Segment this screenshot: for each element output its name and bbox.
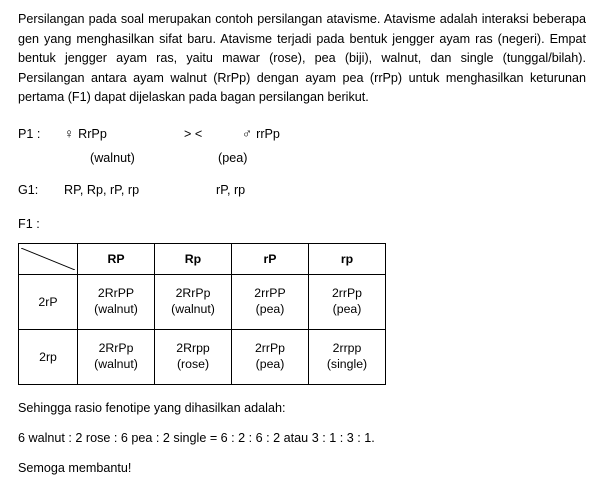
p1-male-genotype: rrPp: [256, 126, 280, 141]
g1-row: [18, 183, 586, 197]
cell-genotype: 2RrPP: [97, 285, 135, 300]
punnett-cell-0-3: [309, 274, 386, 329]
punnett-cell-0-1: [155, 274, 232, 329]
p1-female-phenotype: (walnut): [90, 150, 135, 165]
p1-male: [242, 126, 280, 141]
p1-row: [18, 126, 586, 141]
cell-phenotype: (rose): [176, 356, 210, 371]
cell-phenotype: (walnut): [171, 301, 215, 316]
punnett-square-table: [18, 243, 386, 385]
cell-phenotype: (pea): [255, 301, 285, 316]
punnett-cell-0-2: [232, 274, 309, 329]
cell-genotype: 2rrPP: [254, 285, 286, 300]
ratio-text: 6 walnut : 2 rose : 6 pea : 2 single = 6 : 2 : 6 : 2 atau 3 : 1 : 3 : 1.: [18, 430, 375, 445]
cross-symbol: > <: [184, 126, 203, 141]
punnett-cell-0-0: [78, 274, 155, 329]
table-row: [19, 274, 386, 329]
col-header-2: rP: [232, 243, 309, 274]
p1-female-genotype: RrPp: [78, 126, 107, 141]
closing-text: Semoga membantu!: [18, 460, 132, 475]
p1-male-phenotype: (pea): [218, 150, 248, 165]
f1-label: F1 :: [18, 216, 40, 231]
cell-genotype: 2rrpp: [332, 340, 362, 355]
cell-genotype: 2RrPp: [175, 285, 211, 300]
female-symbol-icon: ♀: [64, 125, 75, 141]
p1-label: P1 :: [18, 126, 41, 141]
col-header-1: Rp: [155, 243, 232, 274]
g1-label: G1:: [18, 182, 39, 197]
punnett-cell-1-1: [155, 329, 232, 384]
punnett-cell-1-2: [232, 329, 309, 384]
cell-phenotype: (walnut): [94, 356, 138, 371]
cross-diagram: [18, 126, 586, 385]
table-row: [19, 329, 386, 384]
row-header-0: 2rP: [19, 274, 78, 329]
table-header-row: [19, 243, 386, 274]
col-header-3: rp: [309, 243, 386, 274]
punnett-cell-1-0: [78, 329, 155, 384]
cell-phenotype: (single): [326, 356, 368, 371]
cell-genotype: 2rrPp: [331, 285, 363, 300]
punnett-cell-1-3: [309, 329, 386, 384]
cell-phenotype: (walnut): [94, 301, 138, 316]
g1-right-gametes: rP, rp: [216, 182, 246, 197]
conclusion-block: [18, 401, 586, 475]
p1-phenotypes-row: [18, 151, 586, 165]
cell-phenotype: (pea): [332, 301, 362, 316]
cell-genotype: 2Rrpp: [176, 340, 210, 355]
diagonal-line-icon: [21, 248, 75, 270]
conclusion-intro: Sehingga rasio fenotipe yang dihasilkan adalah:: [18, 400, 286, 415]
cell-phenotype: (pea): [255, 356, 285, 371]
cell-genotype: 2rrPp: [254, 340, 286, 355]
intro-paragraph: Persilangan pada soal merupakan contoh persilangan atavisme. Atavisme adalah interaksi beberapa gen yang menghasilkan sifat baru. Atavisme terjadi pada bentuk jengger ayam ras (negeri). Empat bentuk jengger ayam ras, yaitu mawar (rose), pea (biji), walnut, dan single (tunggal/bilah). Persilangan antara ayam walnut (RrPp) dengan ayam pea (rrPp) untuk menghasilkan keturunan pertama (F1) dapat dijelaskan pada bagan persilangan berikut.: [18, 12, 586, 105]
male-symbol-icon: ♂: [242, 125, 253, 141]
p1-female: [64, 126, 184, 141]
cell-genotype: 2RrPp: [98, 340, 134, 355]
row-header-1: 2rp: [19, 329, 78, 384]
g1-left-gametes: RP, Rp, rP, rp: [64, 182, 140, 197]
diagonal-corner-cell: [19, 243, 78, 274]
col-header-0: RP: [78, 243, 155, 274]
